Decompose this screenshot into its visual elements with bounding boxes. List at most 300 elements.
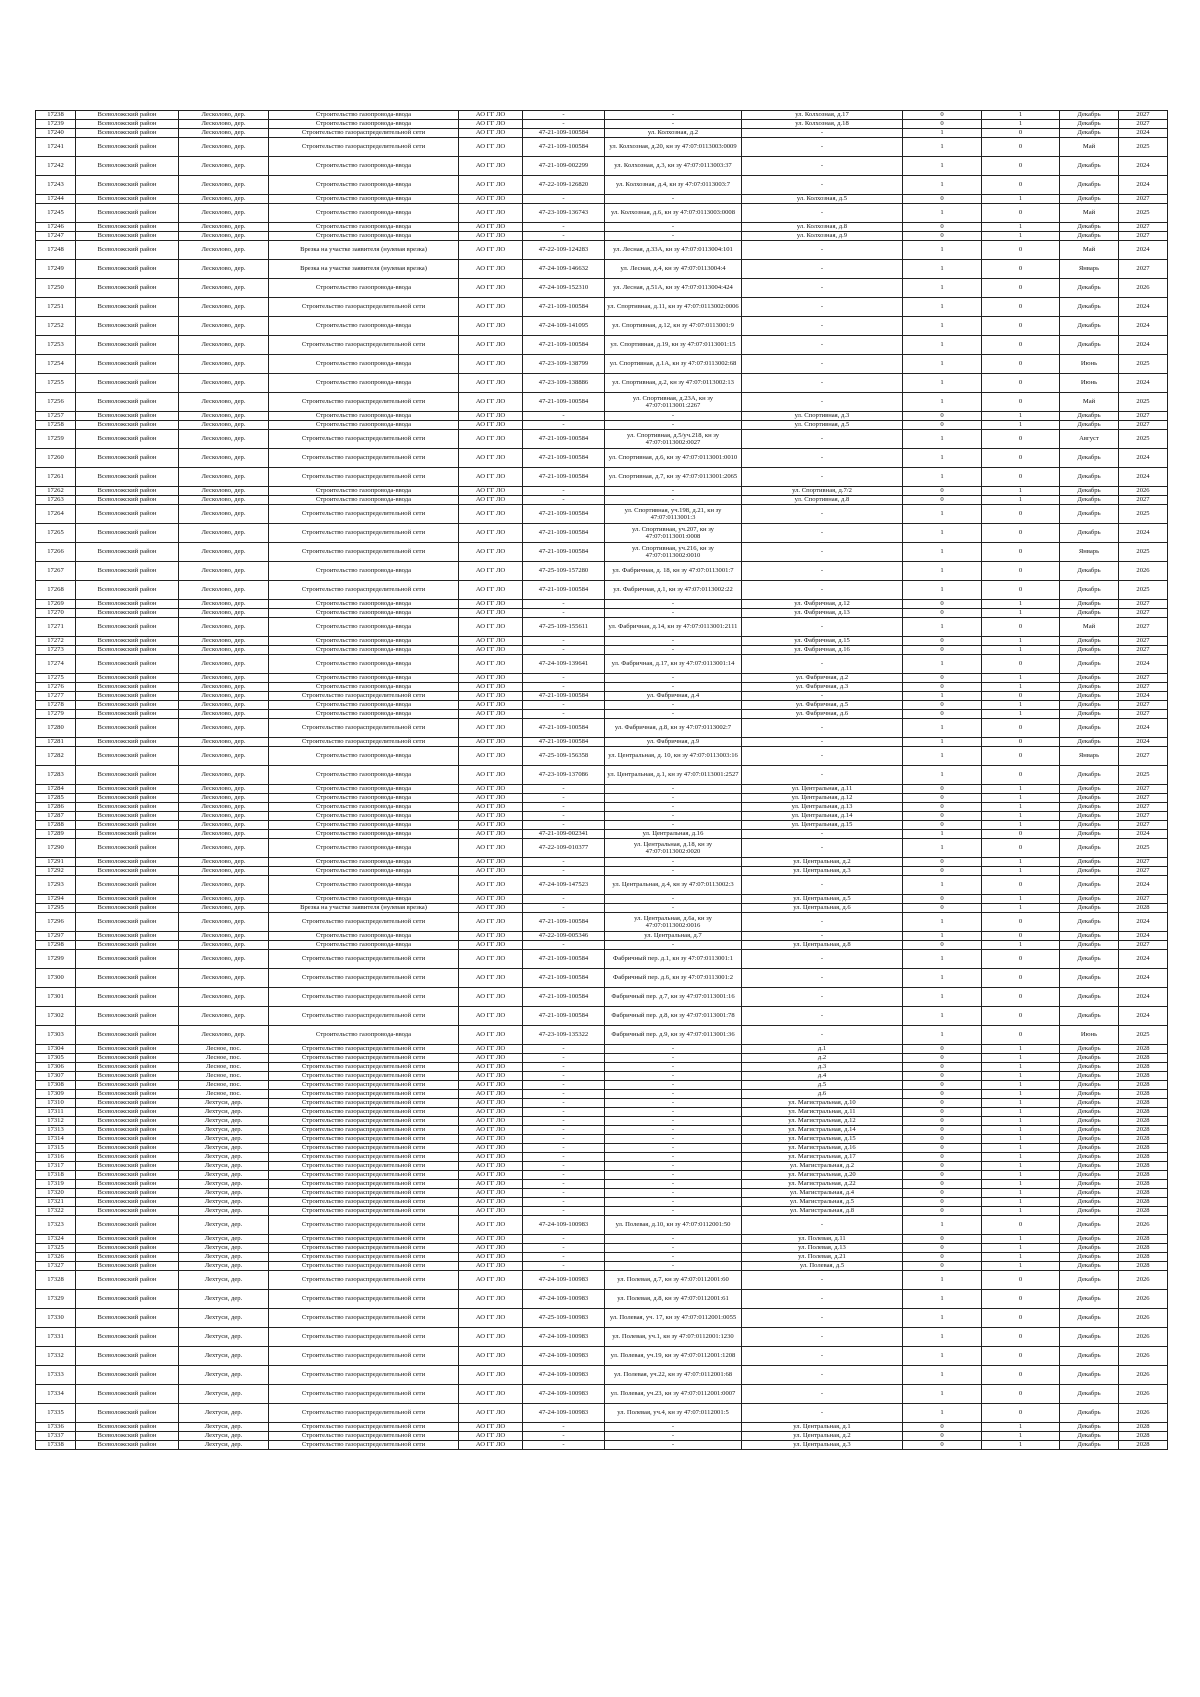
cell-code: 47-21-109-100584 [523, 393, 605, 412]
cell-month: Декабрь [1060, 719, 1119, 738]
cell-district: Всеволожский район [76, 794, 179, 803]
cell-work: Строительство газораспределительной сети [269, 1271, 459, 1290]
table-row [36, 803, 1168, 812]
cell-id: 17292 [36, 867, 76, 876]
table-row [36, 1045, 1168, 1054]
cell-address_cadastral: ул. Спортивная, д.19, кн зу 47:07:0113001:15 [605, 336, 742, 355]
cell-work: Строительство газораспределительной сети [269, 1072, 459, 1081]
cell-year: 2028 [1119, 1180, 1168, 1189]
cell-address_cadastral: - [605, 785, 742, 794]
cell-district: Всеволожский район [76, 895, 179, 904]
cell-address_cadastral: ул. Фабричная, д.1, кн зу 47:07:0113002:22 [605, 581, 742, 600]
cell-locality: Лесколово, дер. [179, 129, 269, 138]
cell-district: Всеволожский район [76, 505, 179, 524]
cell-work: Строительство газопровода-ввода [269, 609, 459, 618]
cell-code: - [523, 1045, 605, 1054]
cell-locality: Лесколово, дер. [179, 195, 269, 204]
cell-locality: Лесколово, дер. [179, 430, 269, 449]
cell-address_cadastral: - [605, 1126, 742, 1135]
cell-locality: Лехтуси, дер. [179, 1117, 269, 1126]
cell-address: ул. Магистральная, д.8 [742, 1207, 903, 1216]
cell-org: АО ГГ ЛО [459, 941, 523, 950]
cell-work: Строительство газораспределительной сети [269, 1385, 459, 1404]
cell-work: Строительство газораспределительной сети [269, 1153, 459, 1162]
cell-year: 2024 [1119, 692, 1168, 701]
cell-year: 2027 [1119, 260, 1168, 279]
cell-month: Декабрь [1060, 1423, 1119, 1432]
cell-id: 17277 [36, 692, 76, 701]
cell-id: 17273 [36, 646, 76, 655]
cell-locality: Лехтуси, дер. [179, 1171, 269, 1180]
cell-work: Строительство газопровода-ввода [269, 412, 459, 421]
cell-address: - [742, 1271, 903, 1290]
cell-id: 17326 [36, 1253, 76, 1262]
table-row [36, 913, 1168, 932]
cell-month: Декабрь [1060, 1189, 1119, 1198]
cell-address_cadastral: ул. Колхозная, д.2 [605, 129, 742, 138]
cell-address: ул. Спортивная, д.3 [742, 412, 903, 421]
cell-c2: 0 [982, 241, 1060, 260]
cell-year: 2024 [1119, 336, 1168, 355]
cell-address_cadastral: - [605, 421, 742, 430]
cell-month: Декабрь [1060, 1072, 1119, 1081]
cell-district: Всеволожский район [76, 430, 179, 449]
cell-c2: 1 [982, 683, 1060, 692]
cell-locality: Лесколово, дер. [179, 562, 269, 581]
cell-c1: 0 [903, 858, 982, 867]
cell-address_cadastral: - [605, 701, 742, 710]
cell-address_cadastral: ул. Центральная, д.7 [605, 932, 742, 941]
cell-c2: 1 [982, 858, 1060, 867]
cell-code: - [523, 904, 605, 913]
cell-district: Всеволожский район [76, 412, 179, 421]
cell-c1: 0 [903, 1244, 982, 1253]
cell-year: 2028 [1119, 1162, 1168, 1171]
cell-work: Строительство газораспределительной сети [269, 1235, 459, 1244]
cell-address: - [742, 468, 903, 487]
cell-id: 17264 [36, 505, 76, 524]
cell-id: 17288 [36, 821, 76, 830]
cell-org: АО ГГ ЛО [459, 766, 523, 785]
cell-month: Декабрь [1060, 195, 1119, 204]
cell-c2: 0 [982, 1007, 1060, 1026]
cell-month: Декабрь [1060, 1271, 1119, 1290]
cell-code: 47-22-109-126820 [523, 176, 605, 195]
cell-c1: 0 [903, 803, 982, 812]
cell-code: 47-24-109-100983 [523, 1404, 605, 1423]
cell-id: 17261 [36, 468, 76, 487]
cell-id: 17303 [36, 1026, 76, 1045]
cell-locality: Лехтуси, дер. [179, 1244, 269, 1253]
cell-work: Строительство газопровода-ввода [269, 858, 459, 867]
cell-org: АО ГГ ЛО [459, 1216, 523, 1235]
cell-locality: Лесколово, дер. [179, 674, 269, 683]
cell-org: АО ГГ ЛО [459, 1099, 523, 1108]
cell-org: АО ГГ ЛО [459, 374, 523, 393]
cell-address: ул. Спортивная, д.5 [742, 421, 903, 430]
cell-year: 2027 [1119, 867, 1168, 876]
cell-c2: 1 [982, 1144, 1060, 1153]
cell-c2: 1 [982, 609, 1060, 618]
cell-code: - [523, 487, 605, 496]
cell-address_cadastral: - [605, 1054, 742, 1063]
cell-locality: Лехтуси, дер. [179, 1366, 269, 1385]
cell-year: 2027 [1119, 821, 1168, 830]
cell-c2: 1 [982, 1108, 1060, 1117]
cell-code: - [523, 812, 605, 821]
cell-year: 2024 [1119, 449, 1168, 468]
cell-work: Строительство газораспределительной сети [269, 1108, 459, 1117]
cell-org: АО ГГ ЛО [459, 1309, 523, 1328]
cell-month: Декабрь [1060, 1404, 1119, 1423]
cell-district: Всеволожский район [76, 1216, 179, 1235]
cell-district: Всеволожский район [76, 932, 179, 941]
cell-c2: 0 [982, 317, 1060, 336]
cell-address_cadastral: ул. Полевая, уч.22, кн зу 47:07:0112001:68 [605, 1366, 742, 1385]
cell-org: АО ГГ ЛО [459, 1072, 523, 1081]
cell-work: Строительство газопровода-ввода [269, 562, 459, 581]
table-row [36, 204, 1168, 223]
table-row [36, 1347, 1168, 1366]
cell-year: 2025 [1119, 204, 1168, 223]
cell-address_cadastral: - [605, 1144, 742, 1153]
cell-locality: Лесколово, дер. [179, 839, 269, 858]
cell-locality: Лесколово, дер. [179, 336, 269, 355]
cell-work: Строительство газопровода-ввода [269, 279, 459, 298]
cell-year: 2026 [1119, 562, 1168, 581]
cell-org: АО ГГ ЛО [459, 1144, 523, 1153]
cell-address_cadastral: ул. Полевая, уч. 17, кн зу 47:07:0112001:0055 [605, 1309, 742, 1328]
cell-locality: Лехтуси, дер. [179, 1385, 269, 1404]
table-row [36, 468, 1168, 487]
cell-id: 17330 [36, 1309, 76, 1328]
cell-work: Строительство газопровода-ввода [269, 618, 459, 637]
cell-locality: Лесколово, дер. [179, 232, 269, 241]
cell-locality: Лесколово, дер. [179, 646, 269, 655]
cell-month: Декабрь [1060, 1045, 1119, 1054]
table-row [36, 1126, 1168, 1135]
cell-locality: Лехтуси, дер. [179, 1253, 269, 1262]
cell-year: 2028 [1119, 1171, 1168, 1180]
cell-code: - [523, 858, 605, 867]
cell-district: Всеволожский район [76, 1045, 179, 1054]
cell-locality: Лесколово, дер. [179, 738, 269, 747]
cell-id: 17307 [36, 1072, 76, 1081]
cell-month: Декабрь [1060, 1216, 1119, 1235]
cell-id: 17256 [36, 393, 76, 412]
cell-org: АО ГГ ЛО [459, 1271, 523, 1290]
cell-code: 47-24-109-152310 [523, 279, 605, 298]
cell-id: 17240 [36, 129, 76, 138]
cell-org: АО ГГ ЛО [459, 600, 523, 609]
cell-locality: Лесколово, дер. [179, 609, 269, 618]
cell-address: ул. Центральная, д.13 [742, 803, 903, 812]
cell-locality: Лехтуси, дер. [179, 1135, 269, 1144]
cell-c1: 0 [903, 812, 982, 821]
cell-address: ул. Центральная, д.6 [742, 904, 903, 913]
cell-id: 17284 [36, 785, 76, 794]
cell-c2: 0 [982, 279, 1060, 298]
cell-address: д.1 [742, 1045, 903, 1054]
cell-year: 2024 [1119, 719, 1168, 738]
cell-district: Всеволожский район [76, 487, 179, 496]
cell-id: 17334 [36, 1385, 76, 1404]
cell-c2: 1 [982, 1432, 1060, 1441]
cell-code: - [523, 1207, 605, 1216]
cell-c1: 1 [903, 747, 982, 766]
cell-locality: Лехтуси, дер. [179, 1347, 269, 1366]
cell-org: АО ГГ ЛО [459, 1244, 523, 1253]
cell-id: 17297 [36, 932, 76, 941]
cell-org: АО ГГ ЛО [459, 1432, 523, 1441]
cell-locality: Лесколово, дер. [179, 867, 269, 876]
cell-locality: Лесколово, дер. [179, 223, 269, 232]
cell-c2: 0 [982, 692, 1060, 701]
cell-year: 2027 [1119, 111, 1168, 120]
cell-code: 47-21-109-100584 [523, 505, 605, 524]
cell-address_cadastral: - [605, 683, 742, 692]
cell-address: - [742, 581, 903, 600]
cell-org: АО ГГ ЛО [459, 1253, 523, 1262]
cell-c2: 0 [982, 747, 1060, 766]
cell-year: 2028 [1119, 1432, 1168, 1441]
table-row [36, 279, 1168, 298]
table-row [36, 412, 1168, 421]
cell-year: 2027 [1119, 223, 1168, 232]
cell-address: - [742, 393, 903, 412]
cell-c1: 0 [903, 412, 982, 421]
cell-org: АО ГГ ЛО [459, 487, 523, 496]
table-row [36, 1441, 1168, 1450]
cell-c2: 0 [982, 1216, 1060, 1235]
cell-district: Всеволожский район [76, 867, 179, 876]
cell-address: - [742, 988, 903, 1007]
cell-c1: 0 [903, 674, 982, 683]
cell-month: Декабрь [1060, 1347, 1119, 1366]
cell-id: 17290 [36, 839, 76, 858]
cell-org: АО ГГ ЛО [459, 279, 523, 298]
cell-district: Всеволожский район [76, 830, 179, 839]
cell-address: ул. Магистральная, д.20 [742, 1171, 903, 1180]
cell-address_cadastral: - [605, 1171, 742, 1180]
cell-id: 17265 [36, 524, 76, 543]
cell-id: 17278 [36, 701, 76, 710]
cell-locality: Лехтуси, дер. [179, 1126, 269, 1135]
cell-id: 17239 [36, 120, 76, 129]
cell-district: Всеволожский район [76, 317, 179, 336]
cell-locality: Лесколово, дер. [179, 543, 269, 562]
cell-month: Декабрь [1060, 1244, 1119, 1253]
cell-locality: Лехтуси, дер. [179, 1235, 269, 1244]
table-row [36, 298, 1168, 317]
cell-month: Декабрь [1060, 1090, 1119, 1099]
cell-c1: 0 [903, 1180, 982, 1189]
cell-org: АО ГГ ЛО [459, 543, 523, 562]
cell-locality: Лесколово, дер. [179, 317, 269, 336]
cell-month: Декабрь [1060, 412, 1119, 421]
cell-district: Всеволожский район [76, 1072, 179, 1081]
cell-district: Всеволожский район [76, 421, 179, 430]
cell-code: 47-21-109-100584 [523, 738, 605, 747]
cell-locality: Лехтуси, дер. [179, 1144, 269, 1153]
cell-c1: 0 [903, 1262, 982, 1271]
cell-code: - [523, 1153, 605, 1162]
cell-id: 17252 [36, 317, 76, 336]
cell-month: Декабрь [1060, 988, 1119, 1007]
cell-work: Строительство газораспределительной сети [269, 1328, 459, 1347]
cell-c2: 1 [982, 904, 1060, 913]
cell-work: Строительство газопровода-ввода [269, 895, 459, 904]
cell-id: 17337 [36, 1432, 76, 1441]
cell-c1: 1 [903, 355, 982, 374]
cell-address: ул. Магистральная, д.22 [742, 1180, 903, 1189]
cell-c2: 1 [982, 1090, 1060, 1099]
cell-address_cadastral: ул. Полевая, уч.19, кн зу 47:07:0112001:1208 [605, 1347, 742, 1366]
cell-month: Декабрь [1060, 701, 1119, 710]
cell-code: 47-25-109-100983 [523, 1309, 605, 1328]
cell-address: ул. Фабричная, д.13 [742, 609, 903, 618]
cell-address: - [742, 374, 903, 393]
cell-district: Всеволожский район [76, 1162, 179, 1171]
cell-c1: 1 [903, 950, 982, 969]
cell-month: Декабрь [1060, 913, 1119, 932]
cell-c2: 1 [982, 1045, 1060, 1054]
table-body [36, 111, 1168, 1450]
cell-code: 47-24-109-100983 [523, 1385, 605, 1404]
cell-work: Строительство газопровода-ввода [269, 794, 459, 803]
table-row [36, 1253, 1168, 1262]
table-row [36, 1072, 1168, 1081]
cell-id: 17246 [36, 223, 76, 232]
table-row [36, 1198, 1168, 1207]
cell-id: 17251 [36, 298, 76, 317]
cell-address_cadastral: - [605, 195, 742, 204]
table-row [36, 719, 1168, 738]
cell-c1: 0 [903, 111, 982, 120]
cell-code: - [523, 1253, 605, 1262]
cell-work: Строительство газопровода-ввода [269, 111, 459, 120]
cell-work: Строительство газораспределительной сети [269, 1007, 459, 1026]
table-row [36, 1271, 1168, 1290]
cell-code: - [523, 1162, 605, 1171]
cell-address: ул. Полевая, д.11 [742, 1235, 903, 1244]
cell-month: Декабрь [1060, 785, 1119, 794]
cell-org: АО ГГ ЛО [459, 355, 523, 374]
cell-c2: 1 [982, 1081, 1060, 1090]
cell-c1: 1 [903, 129, 982, 138]
cell-c1: 1 [903, 204, 982, 223]
cell-code: 47-22-109-010377 [523, 839, 605, 858]
cell-c1: 0 [903, 421, 982, 430]
cell-district: Всеволожский район [76, 655, 179, 674]
cell-code: 47-24-109-100983 [523, 1271, 605, 1290]
cell-id: 17249 [36, 260, 76, 279]
cell-id: 17254 [36, 355, 76, 374]
cell-address_cadastral: ул. Спортивная, д.5/уч.218, кн зу 47:07:0113002:0027 [605, 430, 742, 449]
cell-id: 17276 [36, 683, 76, 692]
cell-org: АО ГГ ЛО [459, 1171, 523, 1180]
cell-month: Декабрь [1060, 581, 1119, 600]
cell-c2: 1 [982, 701, 1060, 710]
cell-code: - [523, 1099, 605, 1108]
cell-address: - [742, 543, 903, 562]
cell-year: 2028 [1119, 1054, 1168, 1063]
cell-year: 2027 [1119, 421, 1168, 430]
cell-address_cadastral: - [605, 609, 742, 618]
cell-month: Декабрь [1060, 1171, 1119, 1180]
cell-year: 2025 [1119, 393, 1168, 412]
cell-address: ул. Магистральная, д.5 [742, 1198, 903, 1207]
table-row [36, 421, 1168, 430]
cell-id: 17329 [36, 1290, 76, 1309]
cell-c2: 0 [982, 969, 1060, 988]
cell-c1: 0 [903, 120, 982, 129]
cell-address_cadastral: - [605, 867, 742, 876]
table-row [36, 138, 1168, 157]
cell-work: Строительство газопровода-ввода [269, 821, 459, 830]
cell-address: - [742, 336, 903, 355]
cell-district: Всеволожский район [76, 1207, 179, 1216]
cell-locality: Лесколово, дер. [179, 157, 269, 176]
cell-year: 2025 [1119, 1026, 1168, 1045]
cell-work: Строительство газопровода-ввода [269, 176, 459, 195]
cell-c1: 1 [903, 241, 982, 260]
table-row [36, 1117, 1168, 1126]
cell-address: - [742, 355, 903, 374]
cell-work: Строительство газораспределительной сети [269, 1162, 459, 1171]
cell-district: Всеволожский район [76, 1198, 179, 1207]
cell-work: Строительство газопровода-ввода [269, 496, 459, 505]
cell-locality: Лехтуси, дер. [179, 1262, 269, 1271]
cell-month: Декабрь [1060, 1385, 1119, 1404]
table-row [36, 543, 1168, 562]
cell-address_cadastral: - [605, 1441, 742, 1450]
cell-c1: 1 [903, 157, 982, 176]
cell-district: Всеволожский район [76, 701, 179, 710]
cell-year: 2027 [1119, 747, 1168, 766]
cell-code: 47-21-109-002299 [523, 157, 605, 176]
cell-code: - [523, 1441, 605, 1450]
cell-c1: 1 [903, 505, 982, 524]
cell-address: ул. Фабричная, д.16 [742, 646, 903, 655]
cell-id: 17305 [36, 1054, 76, 1063]
cell-address_cadastral: - [605, 821, 742, 830]
cell-locality: Лесколово, дер. [179, 421, 269, 430]
table-row [36, 111, 1168, 120]
cell-year: 2028 [1119, 904, 1168, 913]
cell-c1: 1 [903, 1271, 982, 1290]
cell-c2: 0 [982, 839, 1060, 858]
cell-address: - [742, 876, 903, 895]
table-row [36, 1290, 1168, 1309]
cell-address: ул. Фабричная, д.12 [742, 600, 903, 609]
cell-c1: 0 [903, 1441, 982, 1450]
cell-work: Строительство газораспределительной сети [269, 1081, 459, 1090]
cell-id: 17282 [36, 747, 76, 766]
cell-month: Декабрь [1060, 468, 1119, 487]
cell-month: Декабрь [1060, 904, 1119, 913]
cell-locality: Лехтуси, дер. [179, 1290, 269, 1309]
cell-year: 2025 [1119, 543, 1168, 562]
cell-c2: 1 [982, 794, 1060, 803]
cell-c2: 1 [982, 867, 1060, 876]
cell-id: 17298 [36, 941, 76, 950]
cell-year: 2027 [1119, 895, 1168, 904]
cell-district: Всеволожский район [76, 692, 179, 701]
cell-work: Строительство газопровода-ввода [269, 932, 459, 941]
cell-year: 2027 [1119, 609, 1168, 618]
cell-c2: 1 [982, 496, 1060, 505]
